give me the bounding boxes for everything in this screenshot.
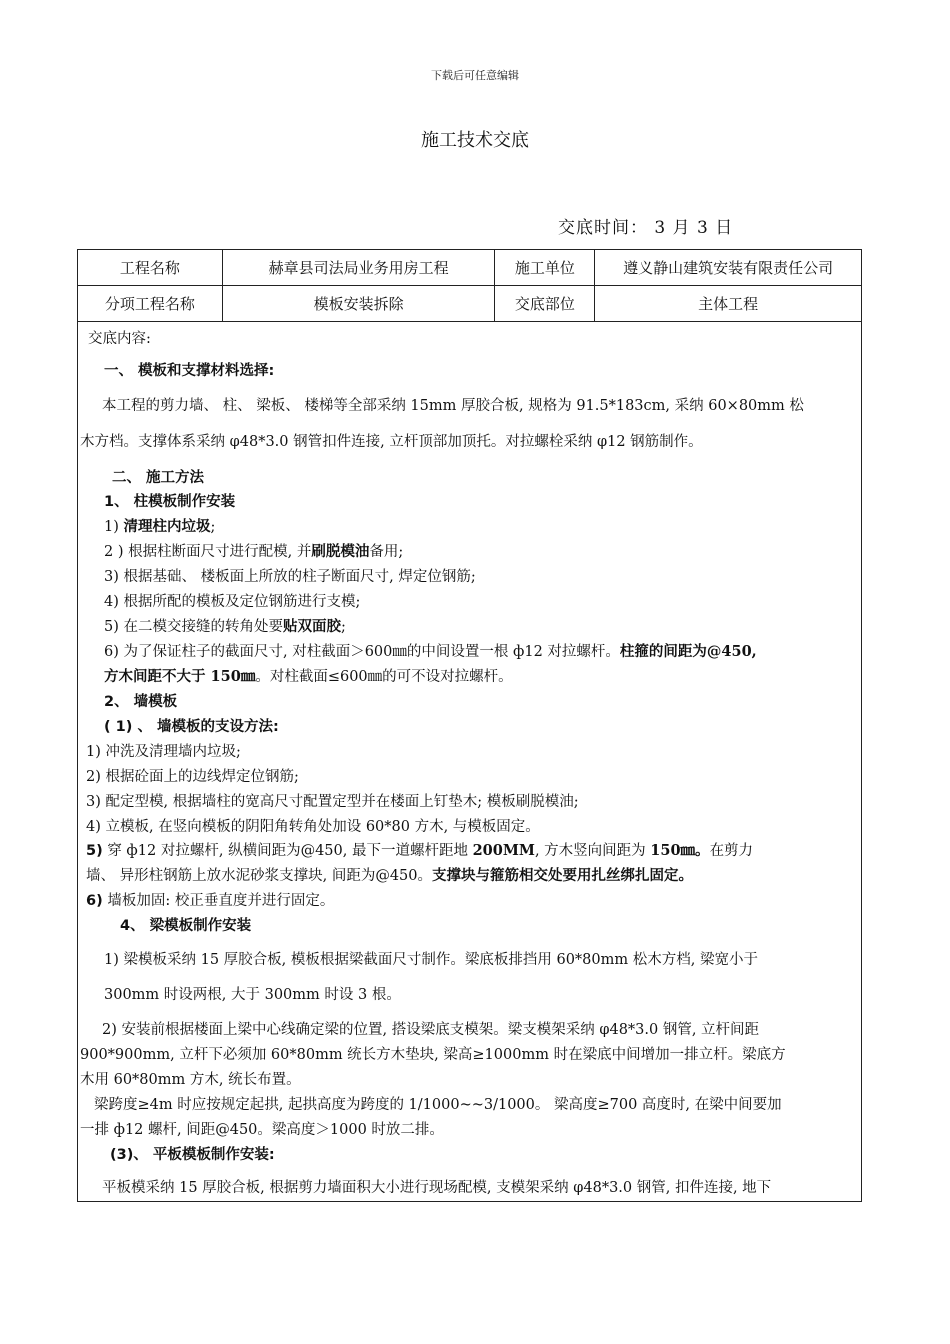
step-end: 备用; <box>369 544 404 560</box>
step-text: 在剪力 <box>709 843 754 859</box>
handover-date: 交底时间： 3 月 3 日 <box>558 218 734 238</box>
wall-step-5-line2 <box>86 864 693 885</box>
beam-formwork-heading: 4、 梁模板制作安装 <box>120 918 252 934</box>
emphasis-text: 200MM <box>472 842 535 859</box>
wall-step-4: 4) 立模板, 在竖向模板的阴阳角转角处加设 60*80 方木, 与模板固定。 <box>86 819 540 835</box>
value-construction-unit: 遵义静山建筑安装有限责任公司 <box>595 250 862 286</box>
emphasis-text: 贴双面胶 <box>283 618 341 635</box>
slab-para-line1: 平板模采纳 15 厚胶合板, 根据剪力墙面积大小进行现场配模, 支模架采纳 φ48*3.0 钢管, 扣件连接, 地下 <box>102 1180 772 1196</box>
content-label: 交底内容: <box>88 331 151 347</box>
step-text: 5) 在二模交接缝的转角处要 <box>104 619 283 635</box>
step-text: 穿 ф12 对拉螺杆, 纵横间距为@450, 最下一道螺杆距地 <box>102 843 473 859</box>
wall-step-3: 3) 配定型模, 根据墙柱的宽高尺寸配置定型并在楼面上钉垫木; 模板刷脱模油; <box>86 794 579 810</box>
column-step-6-line1 <box>104 640 757 661</box>
step-text: 墙板加固: 校正垂直度并进行固定。 <box>102 893 335 909</box>
section1-heading: 一、 模板和支撑材料选择: <box>104 363 275 379</box>
beam-para1-line1: 1) 梁模板采纳 15 厚胶合板, 模板根据梁截面尺寸制作。梁底板排挡用 60*80mm 松木方档, 梁宽小于 <box>104 952 758 968</box>
info-row-project <box>78 250 862 286</box>
wall-method-heading: ( 1) 、 墙模板的支设方法: <box>104 719 279 735</box>
column-step-4: 4) 根据所配的模板及定位钢筋进行支模; <box>104 594 361 610</box>
section1-paragraph-line2: 木方档。支撑体系采纳 φ48*3.0 钢管扣件连接, 立杆顶部加顶托。对拉螺栓采纳 φ12 钢筋制作。 <box>80 434 703 450</box>
step-number: 6) <box>86 893 103 909</box>
label-construction-unit: 施工单位 <box>495 250 595 286</box>
beam-para3-line1: 梁跨度≥4m 时应按规定起拱, 起拱高度为跨度的 1/1000~~3/1000。 梁高度≥700 高度时, 在梁中间要加 <box>94 1097 782 1113</box>
section2-heading: 二、 施工方法 <box>112 470 205 486</box>
step-number: 1) <box>104 519 124 535</box>
step-text: 墙、 异形柱钢筋上放水泥砂浆支撑块, 间距为@450。 <box>86 868 433 884</box>
beam-para1-line2: 300mm 时设两根, 大于 300mm 时设 3 根。 <box>104 987 401 1003</box>
project-info-table <box>77 249 862 322</box>
emphasis-text: 清理柱内垃圾 <box>123 518 211 535</box>
wall-step-2: 2) 根据砼面上的边线焊定位钢筋; <box>86 769 299 785</box>
info-row-subproject <box>78 286 862 322</box>
step-text: 6) 为了保证柱子的截面尺寸, 对柱截面＞600㎜的中间设置一根 ф12 对拉螺杆。 <box>104 644 620 660</box>
label-handover-part: 交底部位 <box>495 286 595 322</box>
column-step-6-line2 <box>104 665 513 686</box>
column-step-1 <box>104 515 215 536</box>
step-end: ; <box>341 619 346 635</box>
wall-step-1: 1) 冲洗及清理墙内垃圾; <box>86 744 241 760</box>
step-end: ; <box>210 519 216 535</box>
label-project-name: 工程名称 <box>78 250 223 286</box>
beam-para2-line1: 2) 安装前根据楼面上梁中心线确定梁的位置, 搭设梁底支模架。梁支模架采纳 φ48*3.0 钢管, 立杆间距 <box>102 1022 760 1038</box>
document-title: 施工技术交底 <box>421 130 529 151</box>
emphasis-text: 刷脱模油 <box>311 543 370 560</box>
emphasis-text: 150㎜。 <box>650 842 710 859</box>
step-text: , 方木竖向间距为 <box>534 843 651 859</box>
slab-formwork-heading: (3)、 平板模板制作安装: <box>110 1147 275 1163</box>
value-project-name: 赫章县司法局业务用房工程 <box>222 250 495 286</box>
wall-formwork-heading: 2、 墙模板 <box>104 694 178 710</box>
emphasis-text: 方木间距不大于 150㎜ <box>104 668 256 685</box>
label-subproject-name: 分项工程名称 <box>78 286 223 322</box>
step-text: 2 ) 根据柱断面尺寸进行配模, 并 <box>104 544 312 560</box>
wall-step-5-line1 <box>86 839 753 860</box>
value-subproject-name: 模板安装拆除 <box>222 286 495 322</box>
wall-step-6 <box>86 889 334 910</box>
section1-paragraph-line1: 本工程的剪力墙、 柱、 梁板、 楼梯等全部采纳 15mm 厚胶合板, 规格为 91.5*183cm, 采纳 60×80mm 松 <box>102 398 804 414</box>
step-number: 5) <box>86 843 103 859</box>
beam-para2-line2: 900*900mm, 立杆下必须加 60*80mm 统长方木垫块, 梁高≥1000mm 时在梁底中间增加一排立杆。梁底方 <box>80 1047 786 1063</box>
column-step-2 <box>104 540 403 561</box>
content-box <box>77 321 862 1202</box>
emphasis-text: 支撑块与箍筋相交处要用扎丝绑扎固定。 <box>432 867 694 884</box>
watermark-text: 下载后可任意编辑 <box>431 69 519 82</box>
column-formwork-heading: 1、 柱模板制作安装 <box>104 494 236 510</box>
step-text: 。对柱截面≤600㎜的可不设对拉螺杆。 <box>255 669 513 685</box>
beam-para3-line2: 一排 ф12 螺杆, 间距@450。梁高度＞1000 时放二排。 <box>80 1122 444 1138</box>
beam-para2-line3: 木用 60*80mm 方木, 统长布置。 <box>80 1072 301 1088</box>
emphasis-text: 柱箍的间距为@450, <box>619 643 757 660</box>
column-step-3: 3) 根据基础、 楼板面上所放的柱子断面尺寸, 焊定位钢筋; <box>104 569 476 585</box>
value-handover-part: 主体工程 <box>595 286 862 322</box>
column-step-5 <box>104 615 346 636</box>
